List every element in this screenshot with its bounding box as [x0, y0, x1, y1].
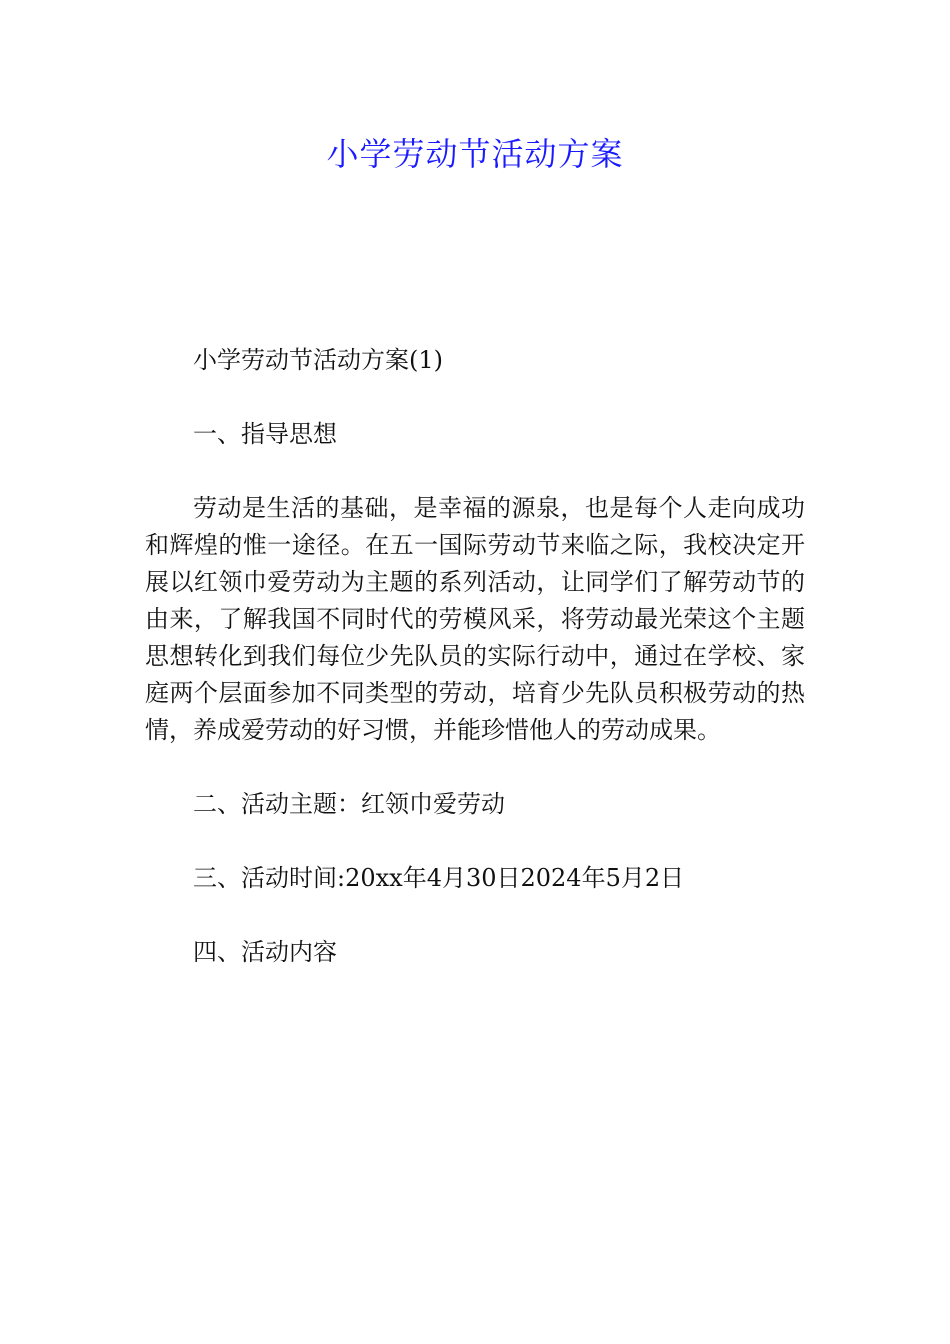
- document-body: [145, 342, 805, 971]
- guiding-idea-paragraph: 劳动是生活的基础，是幸福的源泉，也是每个人走向成功和辉煌的惟一途径。在五一国际劳动节来临之际，我校决定开展以红领巾爱劳动为主题的系列活动，让同学们了解劳动节的由来，了解我国不同时代的劳模风采，将劳动最光荣这个主题思想转化到我们每位少先队员的实际行动中，通过在学校、家庭两个层面参加不同类型的劳动，培育少先队员积极劳动的热情，养成爱劳动的好习惯，并能珍惜他人的劳动成果。: [145, 494, 805, 744]
- section-heading-guiding-idea: 一、指导思想: [193, 420, 337, 448]
- activity-time-line: 三、活动时间:20xx年4月30日2024年5月2日: [193, 864, 685, 892]
- activity-theme-line: 二、活动主题：红领巾爱劳动: [193, 790, 505, 818]
- section-heading-activity-content: 四、活动内容: [193, 938, 337, 966]
- section-heading-plan-1: 小学劳动节活动方案(1): [193, 346, 443, 374]
- document-title: 小学劳动节活动方案: [326, 135, 624, 173]
